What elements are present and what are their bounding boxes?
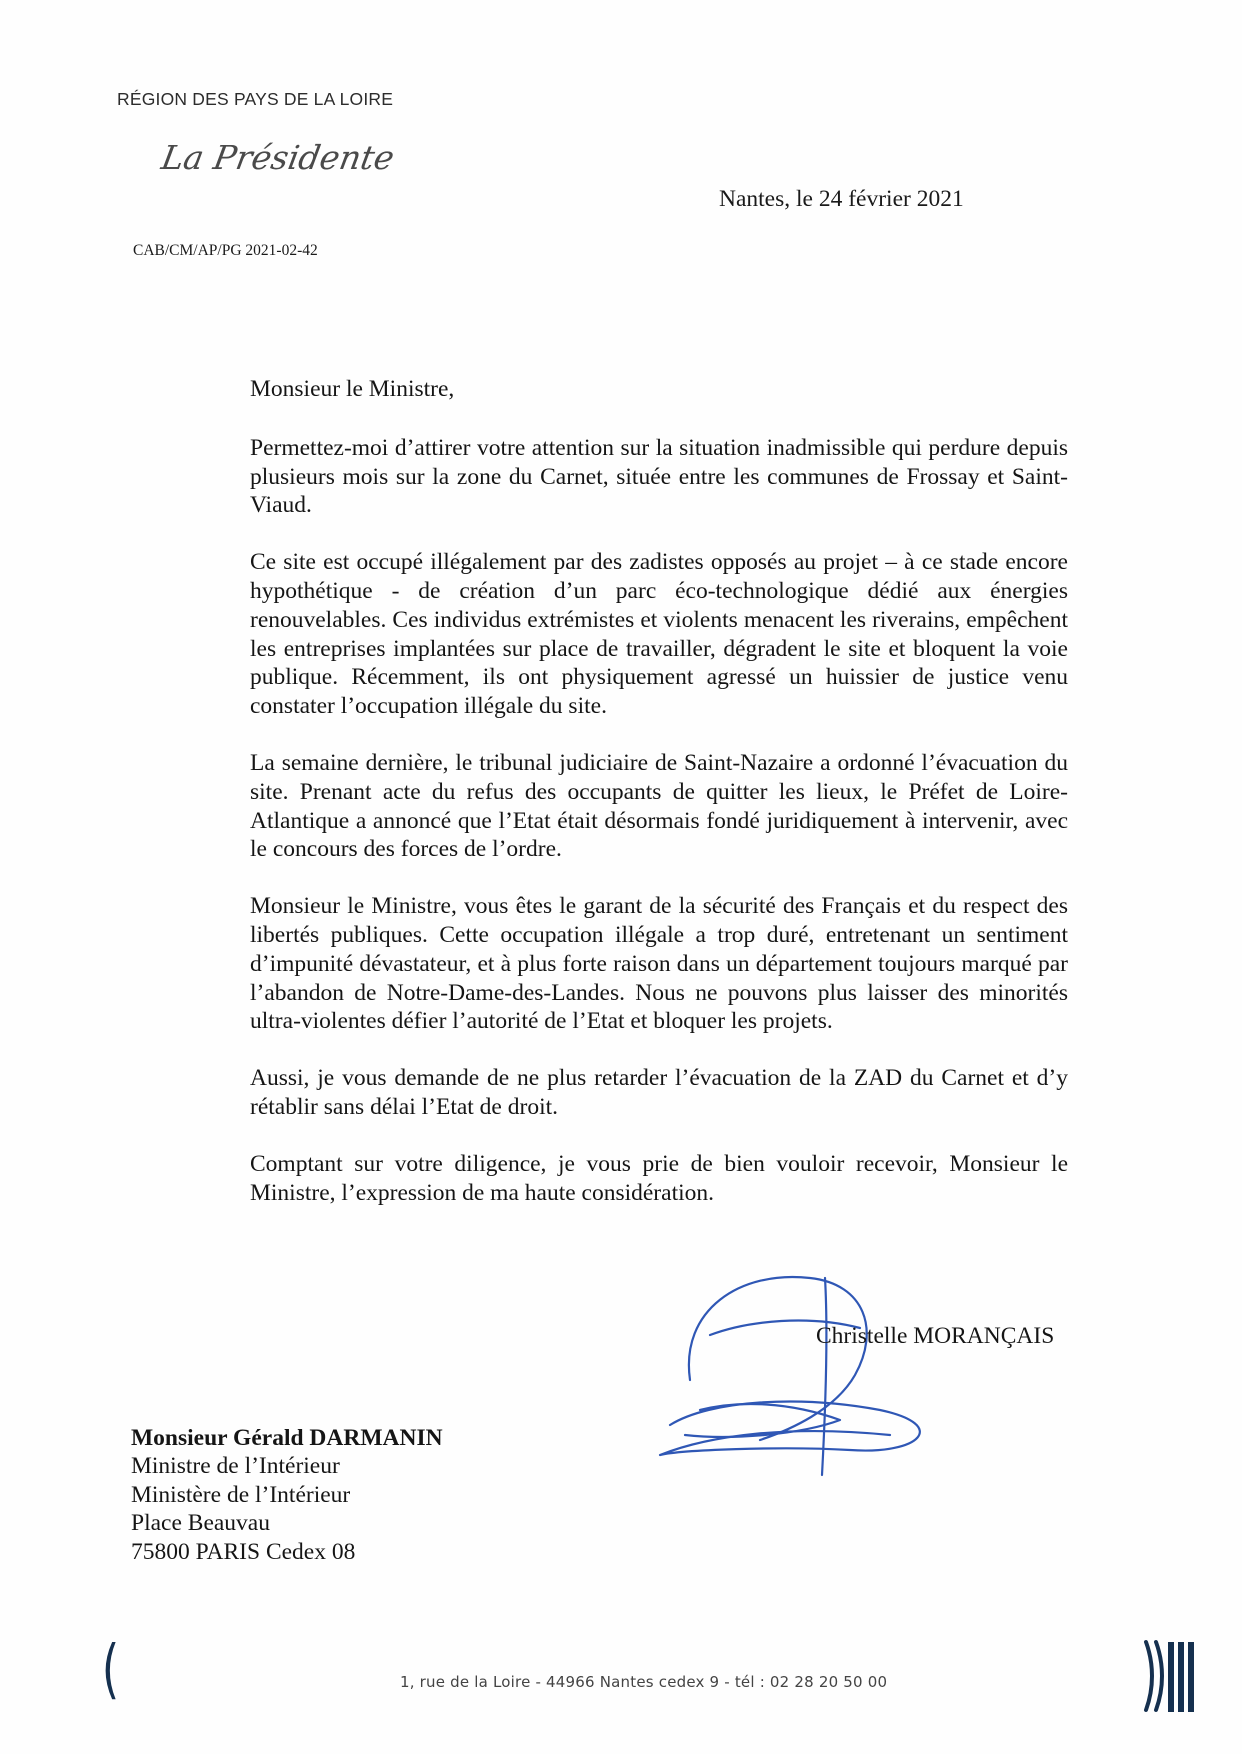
organization-name: RÉGION DES PAYS DE LA LOIRE <box>117 89 394 109</box>
recipient-title: Ministre de l’Intérieur <box>131 1453 340 1480</box>
recipient-city: 75800 PARIS Cedex 08 <box>131 1538 356 1565</box>
paragraph: Permettez-moi d’attirer votre attention sur la situation inadmissible qui perdure depuis plusieurs mois sur la zone du Carnet, située entre les communes de Frossay et Saint-Viaud. <box>250 434 1068 519</box>
office-title: La Présidente <box>158 138 398 177</box>
recipient-name: Monsieur Gérald DARMANIN <box>131 1425 443 1451</box>
paragraph: Monsieur le Ministre, vous êtes le garant de la sécurité des Français et du respect des libertés publiques. Cette occupation illégale a trop duré, entretenant un sentiment d’impunité dévastateur, et à plus forte raison dans un département toujours marqué par l’abandon de Notre-Dame-des-Landes. Nous ne pouvons plus laisser des minorités ultra-violentes défier l’autorité de l’Etat et bloquer les projets. <box>250 893 1068 1035</box>
salutation: Monsieur le Ministre, <box>250 376 455 402</box>
footer-address: 1, rue de la Loire - 44966 Nantes cedex 9 - tél : 02 28 20 50 00 <box>400 1673 888 1691</box>
reference-number: CAB/CM/AP/PG 2021-02-42 <box>133 242 318 259</box>
region-logo-left: ( <box>101 1633 120 1707</box>
recipient-ministry: Ministère de l’Intérieur <box>131 1481 351 1508</box>
paragraph: La semaine dernière, le tribunal judiciaire de Saint-Nazaire a ordonné l’évacuation du site. Prenant acte du refus des occupants de quitter les lieux, le Préfet de Loire-Atlantique a annoncé que l’Etat était désormais fondé juridiquement à intervenir, avec le concours des forces de l’ordre. <box>250 749 1068 863</box>
recipient-address <box>131 1424 443 1566</box>
date-line: Nantes, le 24 février 2021 <box>719 186 964 212</box>
region-logo-right <box>1142 1636 1198 1716</box>
letter-body <box>250 375 1068 1207</box>
handwritten-signature <box>650 1250 980 1480</box>
paragraph: Aussi, je vous demande de ne plus retarder l’évacuation de la ZAD du Carnet et d’y rétablir sans délai l’Etat de droit. <box>250 1065 1068 1120</box>
signer-name: Christelle MORANÇAIS <box>816 1323 1055 1349</box>
paragraph: Ce site est occupé illégalement par des zadistes opposés au projet – à ce stade encore hypothétique - de création d’un parc éco-technologique dédié aux énergies renouvelables. Ces individus extrémistes et violents menacent les riverains, empêchent les entreprises implantées sur place de travailler, dégradent le site et bloquent la voie publique. Récemment, ils ont physiquement agressé un huissier de justice venu constater l’occupation illégale du site. <box>250 549 1068 720</box>
recipient-street: Place Beauvau <box>131 1510 270 1537</box>
closing-paragraph: Comptant sur votre diligence, je vous prie de bien vouloir recevoir, Monsieur le Ministre, l’expression de ma haute considération. <box>250 1150 1068 1206</box>
